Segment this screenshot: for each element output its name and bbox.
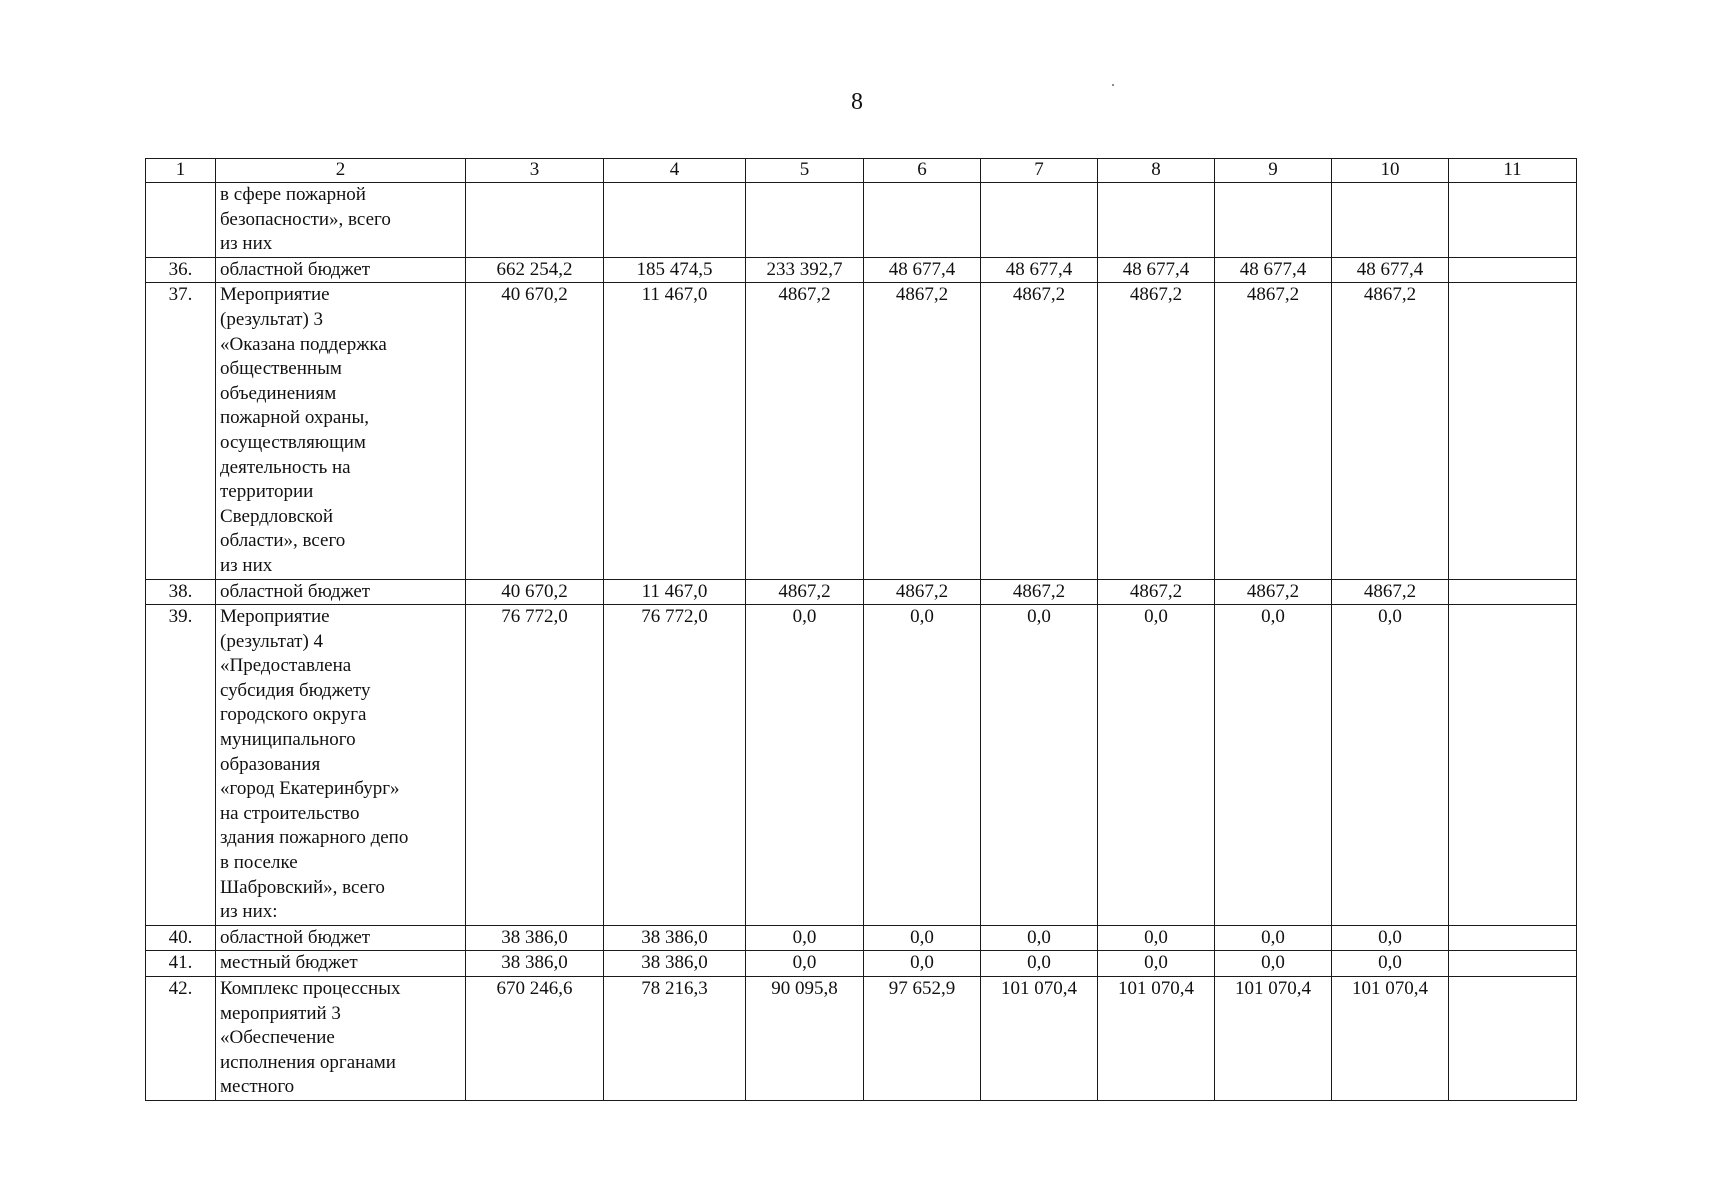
table-row: [146, 579, 1577, 605]
description-line: из них:: [220, 901, 278, 923]
description-line: из них: [220, 233, 273, 255]
value-cell-col-3: [466, 183, 604, 258]
value-cell-col-3: 76 772,0: [466, 605, 604, 926]
column-header: 9: [1215, 159, 1332, 183]
column-header: 5: [746, 159, 864, 183]
description-line: «Обеспечение: [220, 1027, 335, 1049]
value-cell-col-5: 4867,2: [746, 283, 864, 579]
table-row: [146, 925, 1577, 951]
row-description: [216, 605, 466, 926]
value-cell-col-7: 0,0: [981, 925, 1098, 951]
value-cell-col-6: 0,0: [864, 925, 981, 951]
value-cell-col-7: 48 677,4: [981, 257, 1098, 283]
value-cell-col-10: 4867,2: [1332, 579, 1449, 605]
description-line: городского округа: [220, 704, 367, 726]
value-cell-col-11: [1449, 951, 1577, 977]
value-cell-col-7: 0,0: [981, 951, 1098, 977]
table-row: [146, 283, 1577, 579]
value-cell-col-11: [1449, 579, 1577, 605]
row-description: [216, 183, 466, 258]
description-line: субсидия бюджету: [220, 679, 371, 701]
value-cell-col-11: [1449, 183, 1577, 258]
value-cell-col-7: 4867,2: [981, 579, 1098, 605]
row-description: [216, 579, 466, 605]
description-line: Мероприятие: [220, 284, 330, 306]
budget-table: [145, 158, 1577, 1101]
column-header: 4: [604, 159, 746, 183]
value-cell-col-8: 101 070,4: [1098, 977, 1215, 1101]
table-row: [146, 183, 1577, 258]
description-line: «город Екатеринбург»: [220, 778, 400, 800]
value-cell-col-8: 0,0: [1098, 925, 1215, 951]
value-cell-col-3: 40 670,2: [466, 283, 604, 579]
value-cell-col-5: 4867,2: [746, 579, 864, 605]
value-cell-col-6: 48 677,4: [864, 257, 981, 283]
value-cell-col-9: 48 677,4: [1215, 257, 1332, 283]
row-number: 42.: [146, 977, 216, 1101]
description-line: из них: [220, 554, 273, 576]
value-cell-col-10: 101 070,4: [1332, 977, 1449, 1101]
description-line: образования: [220, 753, 321, 775]
value-cell-col-8: 48 677,4: [1098, 257, 1215, 283]
value-cell-col-8: 4867,2: [1098, 283, 1215, 579]
column-header: 3: [466, 159, 604, 183]
table-body: [146, 159, 1577, 1101]
value-cell-col-11: [1449, 925, 1577, 951]
description-line: «Оказана поддержка: [220, 333, 387, 355]
value-cell-col-9: 0,0: [1215, 605, 1332, 926]
column-header: 8: [1098, 159, 1215, 183]
description-line: мероприятий 3: [220, 1002, 341, 1024]
value-cell-col-10: 48 677,4: [1332, 257, 1449, 283]
row-number: 37.: [146, 283, 216, 579]
value-cell-col-9: 101 070,4: [1215, 977, 1332, 1101]
value-cell-col-8: 0,0: [1098, 605, 1215, 926]
value-cell-col-9: 0,0: [1215, 925, 1332, 951]
description-line: местный бюджет: [220, 952, 358, 974]
value-cell-col-5: 0,0: [746, 605, 864, 926]
description-line: области», всего: [220, 530, 346, 552]
description-line: деятельность на: [220, 456, 351, 478]
value-cell-col-10: [1332, 183, 1449, 258]
value-cell-col-5: 90 095,8: [746, 977, 864, 1101]
description-line: муниципального: [220, 729, 356, 751]
value-cell-col-8: 0,0: [1098, 951, 1215, 977]
column-header: 11: [1449, 159, 1577, 183]
value-cell-col-4: 185 474,5: [604, 257, 746, 283]
value-cell-col-7: 0,0: [981, 605, 1098, 926]
value-cell-col-6: 4867,2: [864, 579, 981, 605]
row-number: 36.: [146, 257, 216, 283]
value-cell-col-4: 38 386,0: [604, 951, 746, 977]
value-cell-col-5: 233 392,7: [746, 257, 864, 283]
description-line: осуществляющим: [220, 431, 366, 453]
table-row: [146, 605, 1577, 926]
description-line: исполнения органами: [220, 1051, 396, 1073]
column-header: 7: [981, 159, 1098, 183]
description-line: областной бюджет: [220, 258, 371, 280]
value-cell-col-10: 0,0: [1332, 925, 1449, 951]
description-line: Мероприятие: [220, 606, 330, 628]
row-number: 39.: [146, 605, 216, 926]
column-number-row: [146, 159, 1577, 183]
table-row: [146, 257, 1577, 283]
description-line: в сфере пожарной: [220, 184, 366, 205]
value-cell-col-11: [1449, 283, 1577, 579]
table-row: [146, 951, 1577, 977]
value-cell-col-3: 662 254,2: [466, 257, 604, 283]
description-line: (результат) 3: [220, 308, 324, 330]
value-cell-col-4: [604, 183, 746, 258]
column-header: 2: [216, 159, 466, 183]
row-description: [216, 977, 466, 1101]
description-line: «Предоставлена: [220, 655, 352, 677]
description-line: здания пожарного депо: [220, 827, 409, 849]
description-line: пожарной охраны,: [220, 407, 369, 429]
value-cell-col-10: 0,0: [1332, 951, 1449, 977]
value-cell-col-6: 97 652,9: [864, 977, 981, 1101]
value-cell-col-7: [981, 183, 1098, 258]
description-line: на строительство: [220, 802, 360, 824]
column-header: 1: [146, 159, 216, 183]
description-line: (результат) 4: [220, 630, 324, 652]
description-line: областной бюджет: [220, 580, 371, 602]
value-cell-col-7: 101 070,4: [981, 977, 1098, 1101]
description-line: объединениям: [220, 382, 337, 404]
value-cell-col-9: [1215, 183, 1332, 258]
value-cell-col-4: 76 772,0: [604, 605, 746, 926]
value-cell-col-5: 0,0: [746, 925, 864, 951]
value-cell-col-9: 4867,2: [1215, 283, 1332, 579]
table-row: [146, 977, 1577, 1101]
description-line: Комплекс процессных: [220, 978, 401, 999]
row-description: [216, 925, 466, 951]
value-cell-col-11: [1449, 977, 1577, 1101]
value-cell-col-11: [1449, 605, 1577, 926]
value-cell-col-4: 78 216,3: [604, 977, 746, 1101]
value-cell-col-10: 4867,2: [1332, 283, 1449, 579]
row-number: 38.: [146, 579, 216, 605]
row-description: [216, 951, 466, 977]
description-line: областной бюджет: [220, 926, 371, 948]
value-cell-col-10: 0,0: [1332, 605, 1449, 926]
description-line: территории: [220, 481, 314, 503]
column-header: 10: [1332, 159, 1449, 183]
value-cell-col-9: 4867,2: [1215, 579, 1332, 605]
column-header: 6: [864, 159, 981, 183]
value-cell-col-6: 0,0: [864, 951, 981, 977]
value-cell-col-3: 40 670,2: [466, 579, 604, 605]
row-number: 41.: [146, 951, 216, 977]
value-cell-col-3: 38 386,0: [466, 925, 604, 951]
value-cell-col-3: 38 386,0: [466, 951, 604, 977]
row-description: [216, 283, 466, 579]
description-line: местного: [220, 1076, 295, 1098]
description-line: Свердловской: [220, 505, 334, 527]
value-cell-col-9: 0,0: [1215, 951, 1332, 977]
value-cell-col-7: 4867,2: [981, 283, 1098, 579]
value-cell-col-5: [746, 183, 864, 258]
value-cell-col-3: 670 246,6: [466, 977, 604, 1101]
value-cell-col-4: 11 467,0: [604, 579, 746, 605]
value-cell-col-6: [864, 183, 981, 258]
value-cell-col-4: 11 467,0: [604, 283, 746, 579]
description-line: безопасности», всего: [220, 208, 391, 230]
description-line: общественным: [220, 358, 342, 380]
value-cell-col-8: 4867,2: [1098, 579, 1215, 605]
row-number: [146, 183, 216, 258]
page-number: 8: [851, 89, 863, 115]
row-description: [216, 257, 466, 283]
description-line: в поселке: [220, 852, 298, 874]
value-cell-col-6: 4867,2: [864, 283, 981, 579]
value-cell-col-11: [1449, 257, 1577, 283]
value-cell-col-4: 38 386,0: [604, 925, 746, 951]
value-cell-col-8: [1098, 183, 1215, 258]
description-line: Шабровский», всего: [220, 876, 385, 898]
value-cell-col-5: 0,0: [746, 951, 864, 977]
scan-speck: [1112, 84, 1114, 86]
row-number: 40.: [146, 925, 216, 951]
value-cell-col-6: 0,0: [864, 605, 981, 926]
